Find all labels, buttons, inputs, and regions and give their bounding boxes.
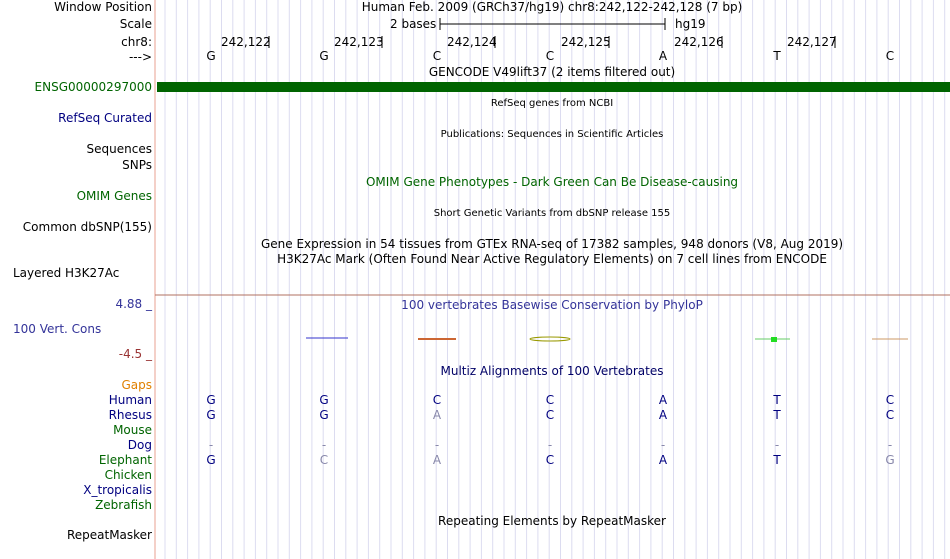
phylop-track-title[interactable]: 100 vertebrates Basewise Conservation by PhyloP (401, 298, 703, 312)
alignment-base: - (774, 438, 780, 452)
alignment-base: - (208, 438, 214, 452)
refseq-track-title[interactable]: RefSeq genes from NCBI (490, 98, 614, 109)
gtex-track-title[interactable]: Gene Expression in 54 tissues from GTEx RNA-seq of 17382 samples, 948 donors (V8, Aug 2019) (260, 237, 844, 251)
reference-base: C (885, 49, 895, 63)
alignment-base: T (773, 408, 781, 422)
alignment-base: - (434, 438, 440, 452)
species-label[interactable]: Elephant (98, 453, 152, 467)
window-position-text[interactable]: Human Feb. 2009 (GRCh37/hg19) chr8:242,122-242,128 (7 bp) (361, 0, 743, 14)
coordinate-label: 242,126 (674, 35, 724, 49)
alignment-base: C (885, 408, 895, 422)
alignment-base: G (885, 453, 895, 467)
multiz-track-title[interactable]: Multiz Alignments of 100 Vertebrates (440, 364, 664, 378)
gencode-track-title[interactable]: GENCODE V49lift37 (2 items filtered out) (428, 65, 676, 79)
alignment-base: - (321, 438, 327, 452)
alignment-base: G (206, 393, 216, 407)
species-label[interactable]: Human (108, 393, 152, 407)
alignment-base: C (545, 453, 555, 467)
alignment-base: A (658, 408, 668, 422)
species-label[interactable]: Chicken (104, 468, 152, 482)
coordinate-label: 242,123 (334, 35, 384, 49)
window-position-label: Window Position (54, 0, 152, 14)
reference-base: C (545, 49, 555, 63)
assembly-label: hg19 (675, 17, 706, 31)
alignment-base: C (545, 393, 555, 407)
alignment-base: C (885, 393, 895, 407)
gencode-item-label[interactable]: ENSG00000297000 (34, 80, 152, 94)
gencode-gene-bar[interactable] (157, 82, 950, 92)
reference-base: A (658, 49, 668, 63)
dbsnp-track-title[interactable]: Short Genetic Variants from dbSNP release 155 (433, 208, 671, 219)
omim-track-label[interactable]: OMIM Genes (76, 189, 152, 203)
alignment-base: C (319, 453, 329, 467)
alignment-base: - (887, 438, 893, 452)
species-label[interactable]: Dog (127, 438, 152, 452)
reference-base: T (773, 49, 781, 63)
phylop-mark (530, 337, 570, 341)
repeatmasker-track-label[interactable]: RepeatMasker (66, 528, 152, 542)
alignment-base: T (773, 453, 781, 467)
coordinate-label: 242,122 (221, 35, 271, 49)
strand-label: ---> (128, 50, 152, 64)
publications-track-title[interactable]: Publications: Sequences in Scientific Articles (440, 129, 664, 140)
alignment-base: A (658, 393, 668, 407)
alignment-base: - (660, 438, 666, 452)
alignment-base: A (658, 453, 668, 467)
alignment-base: A (432, 408, 442, 422)
alignment-base: T (773, 393, 781, 407)
repeatmasker-track-title[interactable]: Repeating Elements by RepeatMasker (438, 514, 666, 528)
species-label[interactable]: Rhesus (108, 408, 152, 422)
omim-track-title[interactable]: OMIM Gene Phenotypes - Dark Green Can Be Disease-causing (365, 175, 739, 189)
phylop-marks (306, 337, 908, 342)
coordinate-label: 242,125 (561, 35, 611, 49)
coordinate-label: 242,124 (447, 35, 497, 49)
reference-base: C (432, 49, 442, 63)
alignment-base: - (547, 438, 553, 452)
alignment-base: G (206, 453, 216, 467)
phylop-min-label: -4.5 _ (118, 347, 152, 361)
phylop-mark (771, 337, 777, 342)
phylop-track-label[interactable]: 100 Vert. Cons (13, 322, 102, 336)
alignment-base: C (545, 408, 555, 422)
chrom-label: chr8: (121, 35, 152, 49)
snps-track-label[interactable]: SNPs (122, 158, 152, 172)
coordinate-label: 242,127 (787, 35, 837, 49)
gaps-label: Gaps (121, 378, 152, 392)
scale-bar (440, 18, 665, 30)
scale-label: Scale (119, 17, 152, 31)
species-label[interactable]: X_tropicalis (83, 483, 152, 497)
h3k27ac-track-title[interactable]: H3K27Ac Mark (Often Found Near Active Regulatory Elements) on 7 cell lines from ENCODE (277, 252, 827, 266)
alignment-base: G (206, 408, 216, 422)
species-label[interactable]: Mouse (113, 423, 152, 437)
sequences-track-label[interactable]: Sequences (86, 142, 152, 156)
phylop-max-label: 4.88 _ (115, 297, 152, 311)
species-label[interactable]: Zebrafish (95, 498, 152, 512)
reference-base: G (206, 49, 216, 63)
scale-text: 2 bases (390, 17, 437, 31)
dbsnp-track-label[interactable]: Common dbSNP(155) (22, 220, 152, 234)
h3k27ac-track-label[interactable]: Layered H3K27Ac (13, 266, 120, 280)
alignment-base: A (432, 453, 442, 467)
alignment-base: G (319, 393, 329, 407)
refseq-track-label[interactable]: RefSeq Curated (58, 111, 152, 125)
alignment-base: G (319, 408, 329, 422)
reference-base: G (319, 49, 329, 63)
alignment-base: C (432, 393, 442, 407)
